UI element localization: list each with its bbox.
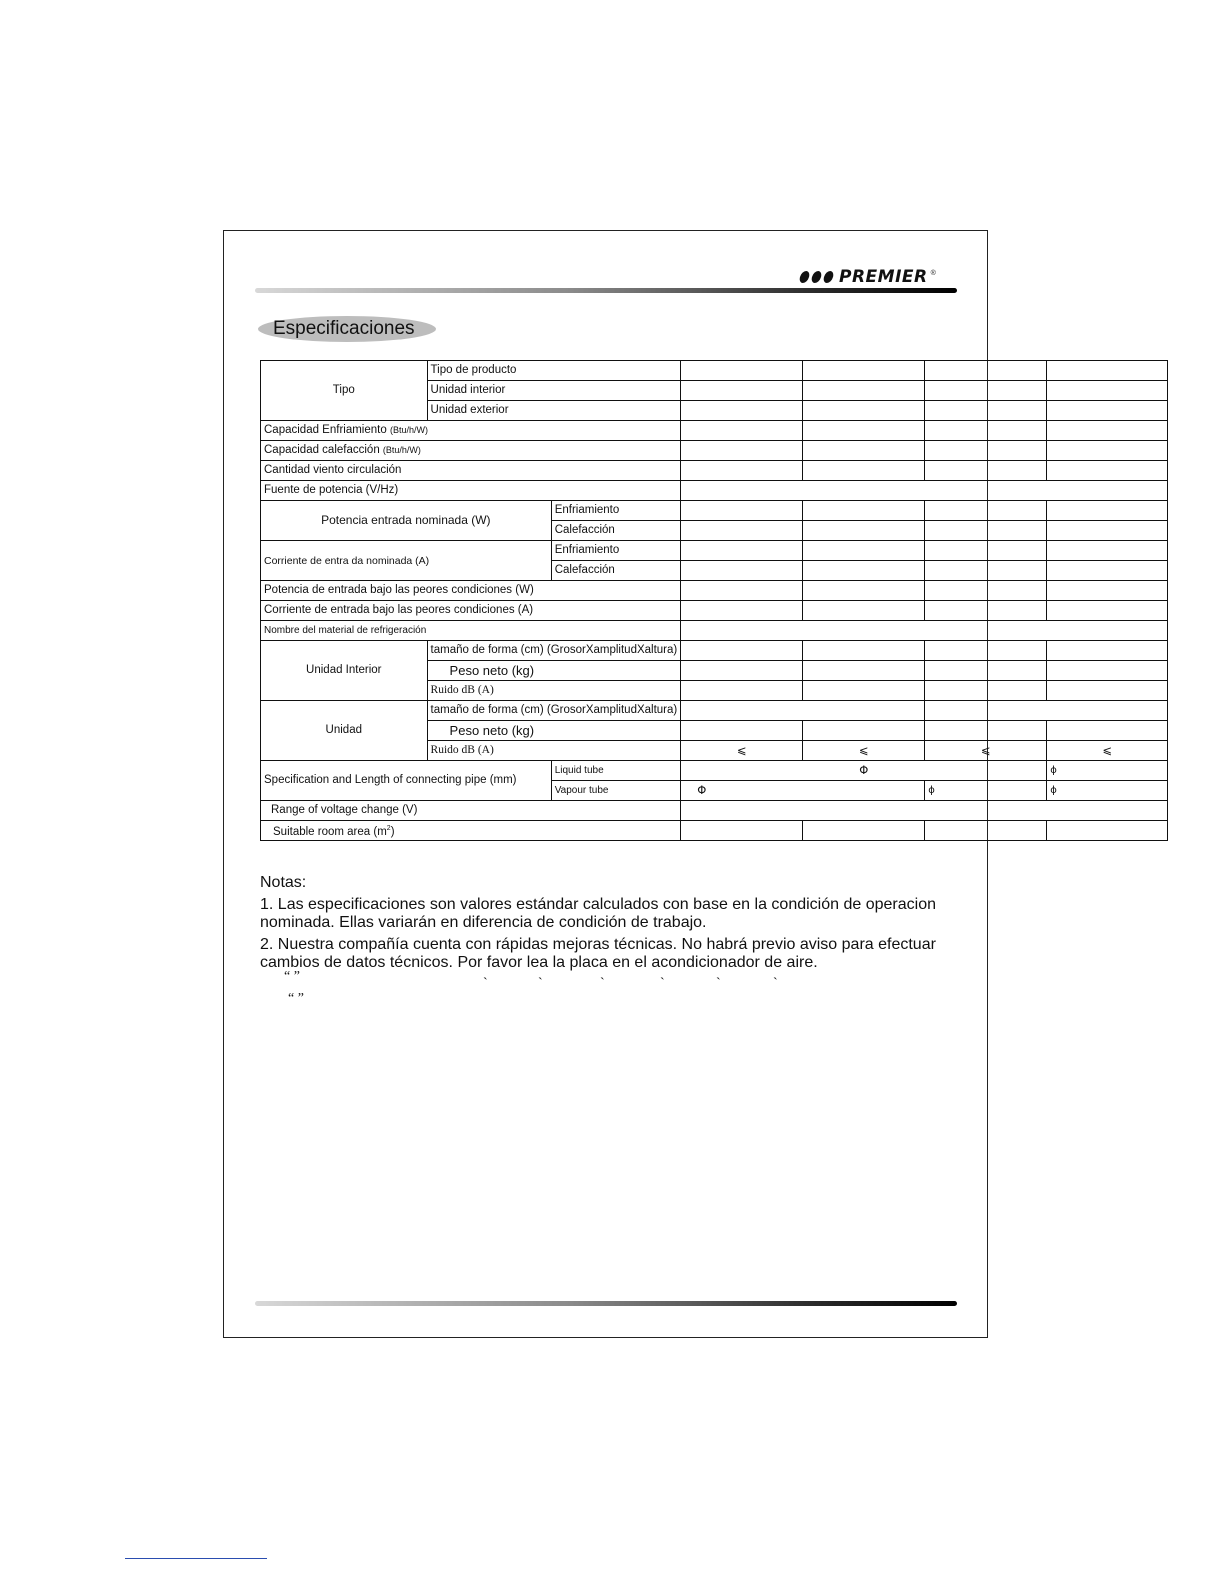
enfriamiento-label: Enfriamiento <box>551 501 681 521</box>
room-area-end: ) <box>390 825 395 838</box>
table-row <box>261 581 1168 601</box>
liquid-phi: Φ <box>681 761 1047 781</box>
notes-title: Notas: <box>260 874 307 891</box>
table-row <box>261 541 1168 561</box>
vapour-tube-label: Vapour tube <box>551 781 681 801</box>
notes-section <box>260 874 960 976</box>
le-symbol: ⩽ <box>681 741 803 761</box>
room-area-sup: 2 <box>386 825 391 833</box>
le-symbol: ⩽ <box>1047 741 1168 761</box>
corriente-peores-label: Corriente de entrada bajo las peores condiciones (A) <box>261 601 681 621</box>
le-symbol: ⩽ <box>925 741 1047 761</box>
fuente-potencia-label: Fuente de potencia (V/Hz) <box>261 481 681 501</box>
unidad-exterior-label: Unidad exterior <box>427 401 681 421</box>
table-row <box>261 461 1168 481</box>
unidad-interior-label: Unidad interior <box>427 381 681 401</box>
brand-name: PREMIER <box>839 267 928 287</box>
cap-enfriamiento-label <box>261 421 681 441</box>
tamano-forma-label: tamaño de forma (cm) (GrosorXamplitudXaltura) <box>427 701 681 721</box>
cap-calefaccion-text: Capacidad calefacción <box>264 444 380 456</box>
peso-neto-label: Peso neto (kg) <box>427 721 681 741</box>
peso-neto-label: Peso neto (kg) <box>427 661 681 681</box>
potencia-entrada-label: Potencia entrada nominada (W) <box>261 501 552 541</box>
tick-mark: ` <box>660 976 665 991</box>
enfriamiento-label: Enfriamiento <box>551 541 681 561</box>
calefaccion-label: Calefacción <box>551 561 681 581</box>
note-2: 2. Nuestra compañía cuenta con rápidas mejoras técnicas. No habrá previo aviso para efectuar cambios de datos técnicos. Por favor lea la placa en el acondicionador de aire. <box>260 936 936 971</box>
voltage-range-label: Range of voltage change (V) <box>261 801 681 821</box>
table-row <box>261 481 1168 501</box>
tick-mark: ` <box>483 976 488 991</box>
calefaccion-label: Calefacción <box>551 521 681 541</box>
brand-logo <box>800 266 936 288</box>
tick-mark: ` <box>600 976 605 991</box>
header-rule <box>255 288 957 293</box>
tamano-forma-label: tamaño de forma (cm) (GrosorXamplitudXaltura) <box>427 641 681 661</box>
table-row <box>261 441 1168 461</box>
unidad-group-label: Unidad <box>261 701 428 761</box>
unidad-interior-group-label: Unidad Interior <box>261 641 428 701</box>
pipe-spec-label: Specification and Length of connecting pipe (mm) <box>261 761 552 801</box>
table-row <box>261 821 1168 841</box>
note-1: 1. Las especificaciones son valores estándar calculados con base en la condición de operacion nominada. Ellas variarán en diferencia de condición de trabajo. <box>260 896 936 931</box>
table-row <box>261 601 1168 621</box>
footer-rule <box>255 1301 957 1306</box>
cantidad-viento-label: Cantidad viento circulación <box>261 461 681 481</box>
brand-reg-mark: ® <box>930 269 936 277</box>
corriente-entrada-label: Corriente de entra da nominada (A) <box>261 541 552 581</box>
vapour-phi-small: ϕ <box>1047 781 1168 801</box>
spec-table <box>260 360 1168 841</box>
table-row <box>261 501 1168 521</box>
tick-mark: ` <box>773 976 778 991</box>
table-row <box>261 621 1168 641</box>
quote-marks: “ ” <box>284 969 300 984</box>
vapour-phi: Φ <box>681 781 925 801</box>
table-row <box>261 701 1168 721</box>
quote-marks: “ ” <box>288 991 304 1006</box>
table-row <box>261 761 1168 781</box>
cap-enfriamiento-unit: (Btu/h/W) <box>389 425 428 435</box>
le-symbol: ⩽ <box>803 741 925 761</box>
logo-dot-icon <box>798 271 810 283</box>
liquid-phi-small: ϕ <box>1047 761 1168 781</box>
logo-dot-icon <box>822 271 834 283</box>
section-title: Especificaciones <box>273 318 415 339</box>
ruido-label: Ruido dB (A) <box>427 681 681 701</box>
potencia-peores-label: Potencia de entrada bajo las peores condiciones (W) <box>261 581 681 601</box>
room-area-text: Suitable room area (m <box>273 825 387 838</box>
room-area-label <box>261 821 681 841</box>
cap-calefaccion-label <box>261 441 681 461</box>
liquid-tube-label: Liquid tube <box>551 761 681 781</box>
cap-calefaccion-unit: (Btu/h/W) <box>382 445 421 455</box>
tick-mark: ` <box>538 976 543 991</box>
bottom-underline <box>125 1558 267 1559</box>
tipo-producto-label: Tipo de producto <box>427 361 681 381</box>
vapour-phi-small: ϕ <box>925 781 1047 801</box>
cap-enfriamiento-text: Capacidad Enfriamiento <box>264 424 387 436</box>
tipo-label: Tipo <box>261 361 428 421</box>
table-row <box>261 801 1168 821</box>
table-row <box>261 421 1168 441</box>
table-row <box>261 641 1168 661</box>
ruido-label: Ruido dB (A) <box>427 741 681 761</box>
logo-dot-icon <box>810 271 822 283</box>
tick-mark: ` <box>716 976 721 991</box>
material-refrigeracion-label: Nombre del material de refrigeración <box>261 621 681 641</box>
table-row <box>261 361 1168 381</box>
